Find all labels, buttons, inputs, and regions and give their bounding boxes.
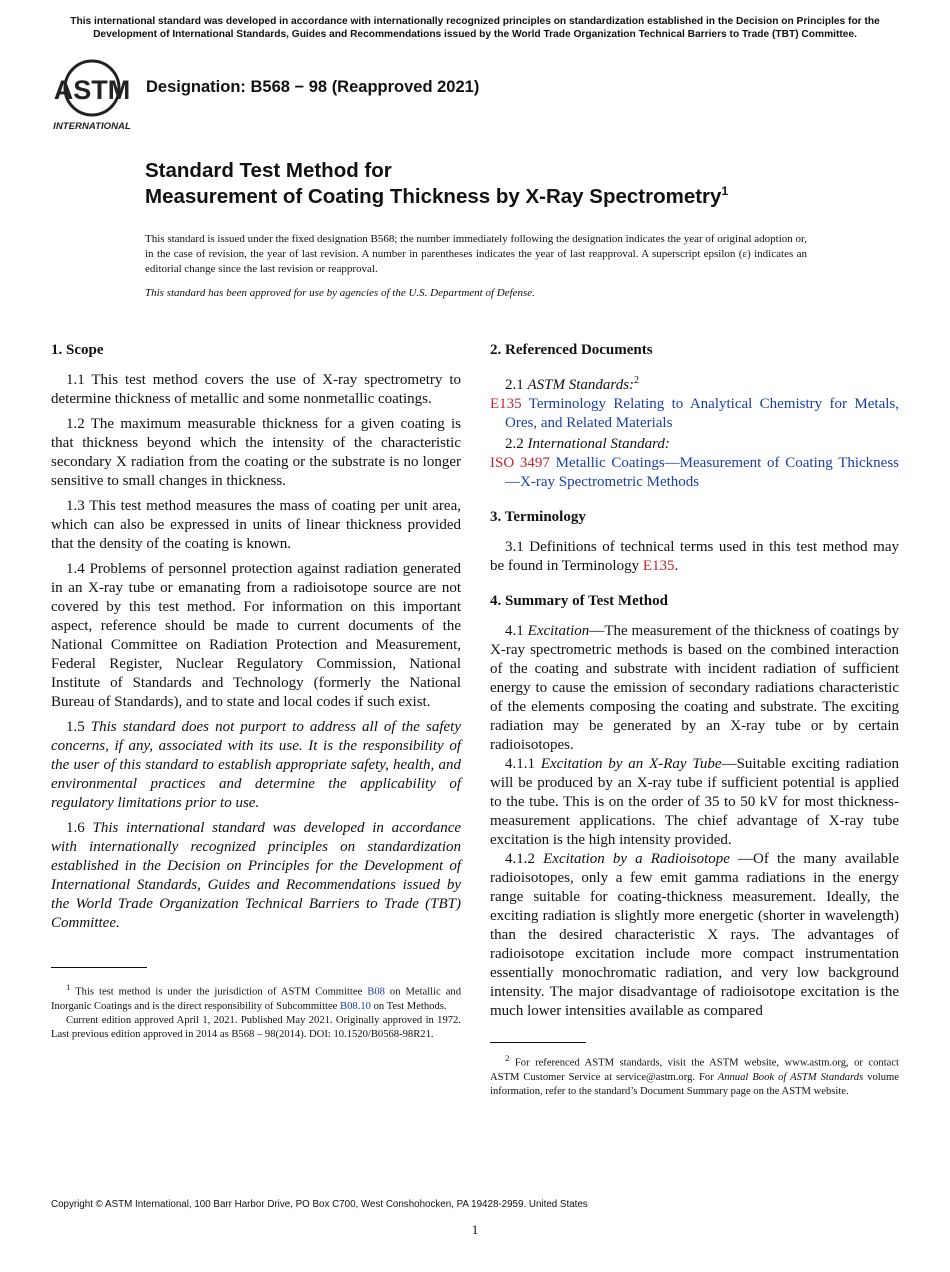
left-column bbox=[51, 341, 461, 1043]
astm-logo bbox=[52, 58, 136, 132]
terminology-e135-link[interactable]: E135 bbox=[642, 558, 675, 574]
section-summary-heading: 4. Summary of Test Method bbox=[490, 593, 668, 609]
para-1-2: 1.2 The maximum measurable thickness for a given coating is that thickness beyond which the intensity of the characteristic secondary X radiation from the coating or the substrate is no longer sensitive to small changes in thickness. bbox=[51, 416, 461, 489]
subcommittee-b08-10-link[interactable]: B08.10 bbox=[340, 1000, 371, 1012]
issuance-note: This standard is issued under the fixed designation B568; the number immediately following the designation indicates the year of original adoption or, in the case of revision, the year of last revision. A number in parentheses indicates the year of last reapproval. A superscript epsilon (ε) indicates an editorial change since the last revision or reapproval. bbox=[145, 233, 807, 276]
para-4-1: 4.1 Excitation—The measurement of the thickness of coatings by X-ray spectrometric methods is based on the combined interaction of the coating and substrate with incident radiation of sufficient energy to cause the emission of secondary radiations characteristic of the elements composing the coating and substrate. The exciting radiation may be generated by an X-ray tube or by certain radioisotopes. bbox=[490, 623, 900, 753]
svg-text:INTERNATIONAL: INTERNATIONAL bbox=[53, 121, 131, 132]
e135-title-link[interactable]: Terminology Relating to Analytical Chemistry for Metals, Ores, and Related Materials bbox=[505, 396, 899, 431]
astm-logo-icon bbox=[52, 58, 136, 132]
section-terminology-heading: 3. Terminology bbox=[490, 509, 586, 525]
svg-text:ASTM: ASTM bbox=[53, 75, 131, 105]
section-scope-heading: 1. Scope bbox=[51, 342, 104, 358]
designation: Designation: B568 − 98 (Reapproved 2021) bbox=[146, 78, 480, 96]
footnote-rule bbox=[51, 967, 147, 968]
e135-link[interactable]: E135 bbox=[490, 396, 522, 412]
header-notice: This international standard was developed in accordance with internationally recognized principles on standardization established in the Decision on Principles for the Development of International Standards, Guides and Recommendations issued by the World Trade Organization Technical Barriers to Trade (TBT) Committee. bbox=[70, 16, 880, 40]
para-1-3: 1.3 This test method measures the mass of coating per unit area, which can also be expressed in units of linear thickness provided that the density of the coating is known. bbox=[51, 498, 461, 552]
footnote-rule-2 bbox=[490, 1042, 586, 1043]
dod-approval: This standard has been approved for use by agencies of the U.S. Department of Defense. bbox=[145, 287, 535, 299]
para-4-1-2: 4.1.2 Excitation by a Radioisotope —Of the many available radioisotopes, only a few emit gamma radiations in the energy range suitable for coating-thickness measurement. Ideally, the exciting radiation is slightly more energetic (shorter in wavelength) than the desired characteristic X rays. The advantages of radioisotope excitation include more compact instrumentation essentially monochromatic radiation, and very low background intensity. The major disadvantage of radioisotope excitation is the much lower intensities available as compared bbox=[490, 851, 900, 1019]
footnote-1: $^1$ This test method is under the jurisdiction of ASTM Committee B08 on Metallic and Inorganic Coatings and is the direct responsibility of Subcommittee B08.10 on Test Methods. Current edition approved April 1, 2021. Published May 2021. Originally approved in 1972. Last previous edition approved in 2014 as B568 – 98(2014). DOI: 10.1520/B0568-98R21. bbox=[51, 980, 461, 1043]
right-column bbox=[490, 341, 899, 1099]
para-1-5: 1.5 This standard does not purport to address all of the safety concerns, if any, associated with its use. It is the responsibility of the user of this standard to establish appropriate safety, health, and environmental practices and determine the applicability of regulatory limitations prior to use. bbox=[51, 719, 461, 811]
footnote-2: $^2$ For referenced ASTM standards, visit the ASTM website, www.astm.org, or contact ASTM Customer Service at service@astm.org. For Annual Book of ASTM Standards volume information, refer to the standard’s Document Summary page on the ASTM website. bbox=[490, 1053, 899, 1098]
ref-iso-3497 bbox=[490, 454, 899, 492]
para-4-1-1: 4.1.1 Excitation by an X-Ray Tube—Suitable exciting radiation will be produced by an X-ray tube if sufficient potential is applied to the tube. This is on the order of 35 to 50 kV for most thickness-measurement applications. The chief advantage of X-ray tube excitation is the high intensity provided. bbox=[490, 756, 899, 848]
para-2-1: 2.1 ASTM Standards:$^2$ bbox=[505, 375, 640, 393]
ref-e135 bbox=[490, 395, 899, 433]
para-2-2: 2.2 International Standard: bbox=[505, 436, 670, 452]
page-title: Standard Test Method for Measurement of Coating Thickness by X-Ray Spectrometry$^1$ bbox=[145, 159, 729, 208]
para-1-4: 1.4 Problems of personnel protection against radiation generated in an X-ray tube or emanating from a radioisotope source are not covered by this test method. For information on this important aspect, reference should be made to current documents of the National Committee on Radiation Protection and Measurement, Federal Register, Nuclear Regulatory Commission, National Institute of Standards and Technology (formerly the National Bureau of Standards), and to state and local codes if such exist. bbox=[51, 561, 461, 710]
page-number: 1 bbox=[471, 1222, 479, 1237]
section-referenced-heading: 2. Referenced Documents bbox=[490, 342, 653, 358]
copyright: Copyright © ASTM International, 100 Barr Harbor Drive, PO Box C700, West Conshohocken, PA 19428-2959. United States bbox=[51, 1199, 588, 1210]
committee-b08-link[interactable]: B08 bbox=[367, 986, 385, 998]
para-3-1: 3.1 Definitions of technical terms used in this test method may be found in Terminology E135. bbox=[490, 539, 899, 574]
footnote-edition: Current edition approved April 1, 2021. Published May 2021. Originally approved in 1972. Last previous edition approved in 2014 as B568 – 98(2014). DOI: 10.1520/B0568-98R21. bbox=[51, 1015, 461, 1041]
iso-3497-title-link[interactable]: Metallic Coatings—Measurement of Coating Thickness—X-ray Spectrometric Methods bbox=[505, 455, 900, 490]
iso-3497-link[interactable]: ISO 3497 bbox=[490, 455, 550, 471]
para-1-6: 1.6 This international standard was developed in accordance with internationally recognized principles on standardization established in the Decision on Principles for the Development of International Standards, Guides and Recommendations issued by the World Trade Organization Technical Barriers to Trade (TBT) Committee. bbox=[51, 820, 462, 931]
para-1-1: 1.1 This test method covers the use of X-ray spectrometry to determine thickness of metallic and some nonmetallic coatings. bbox=[51, 372, 461, 407]
